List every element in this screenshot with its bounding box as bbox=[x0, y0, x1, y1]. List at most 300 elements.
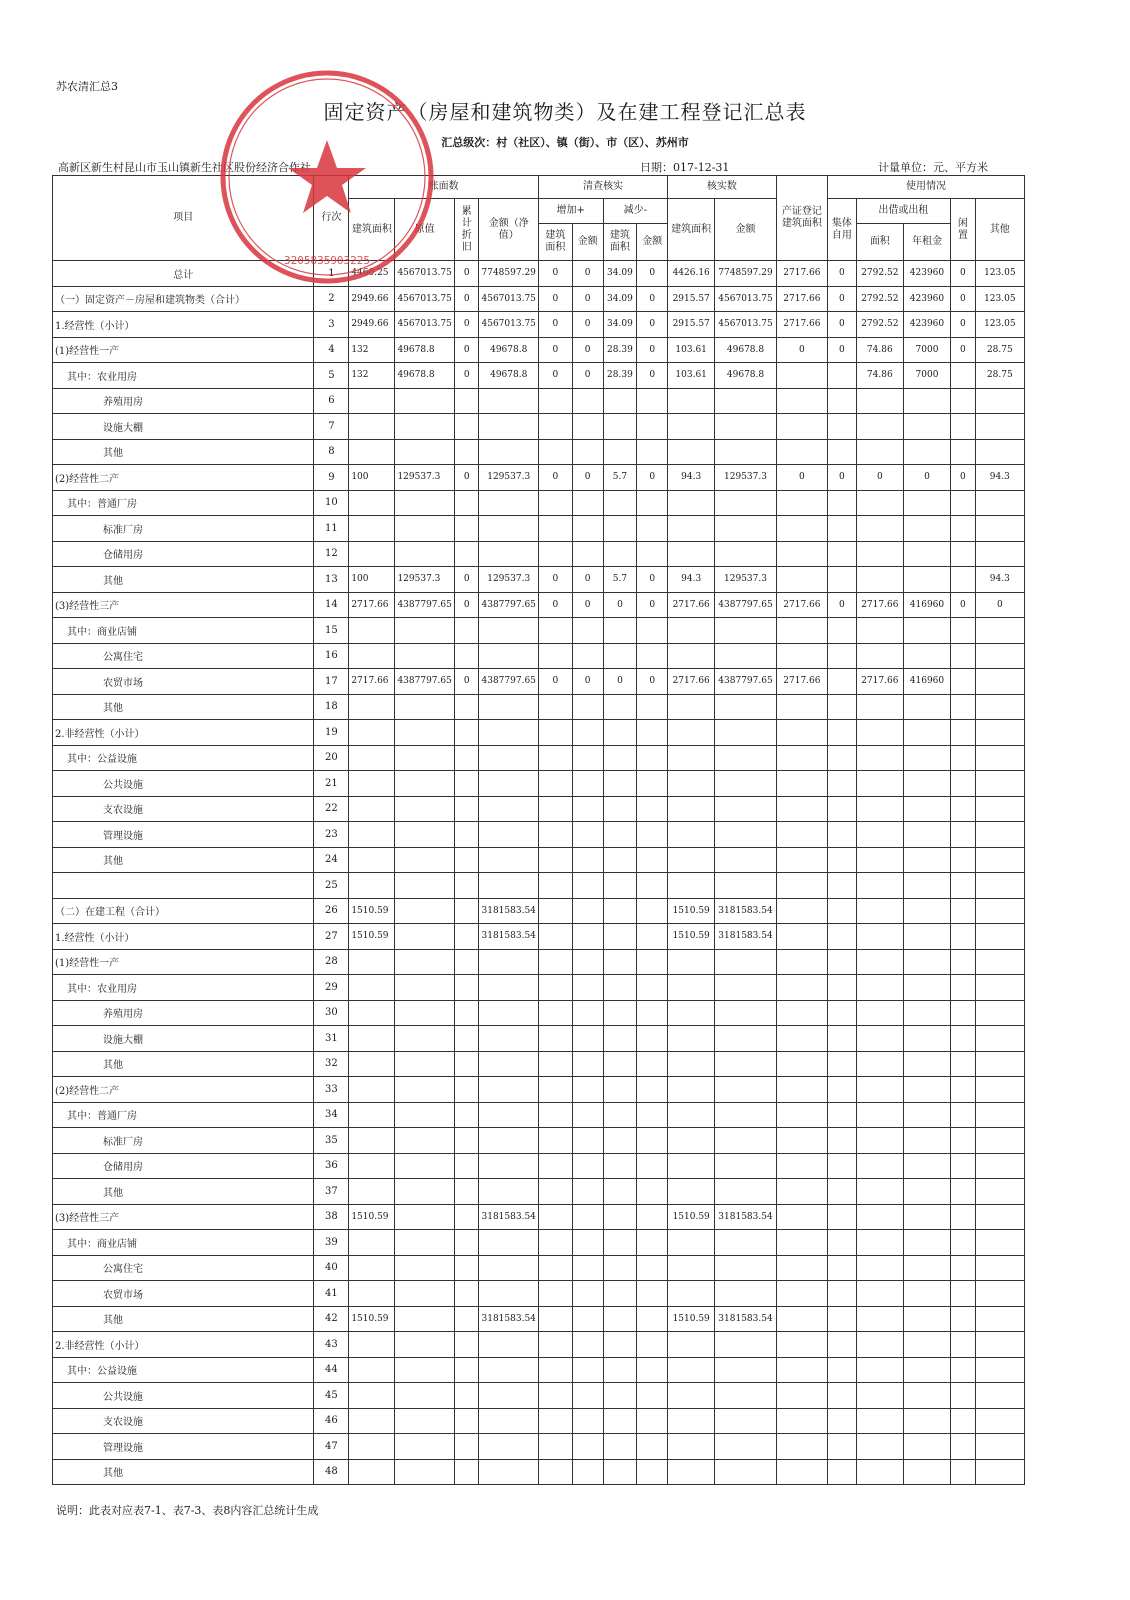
table-cell bbox=[395, 898, 454, 924]
row-label: 2.非经营性（小计） bbox=[53, 1332, 314, 1358]
table-cell bbox=[395, 1255, 454, 1281]
table-cell: 0 bbox=[951, 465, 976, 491]
table-cell bbox=[776, 822, 827, 848]
table-cell bbox=[951, 873, 976, 899]
table-cell bbox=[454, 1000, 479, 1026]
table-cell bbox=[603, 822, 637, 848]
table-cell: 100 bbox=[349, 465, 395, 491]
table-cell bbox=[903, 1000, 950, 1026]
table-cell bbox=[572, 771, 603, 797]
row-number: 21 bbox=[314, 771, 349, 797]
table-cell bbox=[603, 1000, 637, 1026]
table-cell bbox=[572, 1077, 603, 1103]
table-cell: 3181583.54 bbox=[479, 1204, 538, 1230]
row-label: 1.经营性（小计） bbox=[53, 924, 314, 950]
table-cell bbox=[856, 873, 903, 899]
table-cell: 423960 bbox=[903, 286, 950, 312]
table-cell: 129537.3 bbox=[715, 567, 777, 593]
table-cell bbox=[668, 873, 715, 899]
table-cell bbox=[828, 363, 857, 389]
table-cell: 49678.8 bbox=[395, 337, 454, 363]
table-cell bbox=[776, 1179, 827, 1205]
table-cell bbox=[856, 975, 903, 1001]
row-label: 其他 bbox=[53, 1459, 314, 1485]
table-cell bbox=[856, 1434, 903, 1460]
table-cell bbox=[349, 439, 395, 465]
table-cell bbox=[828, 694, 857, 720]
row-number: 22 bbox=[314, 796, 349, 822]
row-label: 管理设施 bbox=[53, 822, 314, 848]
table-cell bbox=[668, 1179, 715, 1205]
table-cell bbox=[903, 414, 950, 440]
table-cell: 4567013.75 bbox=[395, 261, 454, 287]
table-cell bbox=[715, 822, 777, 848]
table-row bbox=[53, 975, 1025, 1001]
table-cell bbox=[479, 1281, 538, 1307]
table-cell bbox=[454, 1383, 479, 1409]
row-number: 13 bbox=[314, 567, 349, 593]
table-cell bbox=[349, 975, 395, 1001]
table-cell bbox=[538, 643, 572, 669]
row-label: 其中：公益设施 bbox=[53, 745, 314, 771]
table-cell bbox=[828, 388, 857, 414]
table-cell bbox=[572, 924, 603, 950]
table-cell bbox=[715, 1051, 777, 1077]
table-cell bbox=[828, 873, 857, 899]
table-cell bbox=[975, 694, 1024, 720]
table-cell bbox=[479, 1051, 538, 1077]
table-cell: 3181583.54 bbox=[715, 898, 777, 924]
table-row bbox=[53, 847, 1025, 873]
table-cell bbox=[715, 1332, 777, 1358]
table-cell bbox=[856, 1000, 903, 1026]
table-cell bbox=[715, 490, 777, 516]
row-number: 18 bbox=[314, 694, 349, 720]
table-row bbox=[53, 822, 1025, 848]
row-number: 30 bbox=[314, 1000, 349, 1026]
table-cell bbox=[637, 1077, 668, 1103]
table-cell bbox=[572, 975, 603, 1001]
table-cell bbox=[637, 1000, 668, 1026]
table-row bbox=[53, 1077, 1025, 1103]
table-cell bbox=[951, 745, 976, 771]
row-number: 15 bbox=[314, 618, 349, 644]
table-cell bbox=[776, 1434, 827, 1460]
table-cell bbox=[856, 1459, 903, 1485]
table-cell bbox=[637, 1306, 668, 1332]
table-row bbox=[53, 1204, 1025, 1230]
table-row bbox=[53, 337, 1025, 363]
table-cell bbox=[828, 796, 857, 822]
table-cell bbox=[975, 975, 1024, 1001]
table-cell bbox=[395, 796, 454, 822]
table-cell bbox=[538, 1102, 572, 1128]
table-cell bbox=[776, 1051, 827, 1077]
row-number: 7 bbox=[314, 414, 349, 440]
table-cell bbox=[603, 975, 637, 1001]
table-cell bbox=[856, 1051, 903, 1077]
table-cell bbox=[395, 694, 454, 720]
table-cell: 0 bbox=[637, 592, 668, 618]
table-row bbox=[53, 414, 1025, 440]
table-row bbox=[53, 1051, 1025, 1077]
table-cell bbox=[637, 975, 668, 1001]
row-number: 48 bbox=[314, 1459, 349, 1485]
table-cell bbox=[776, 1230, 827, 1256]
table-cell: 49678.8 bbox=[479, 363, 538, 389]
table-cell bbox=[975, 1306, 1024, 1332]
table-cell bbox=[603, 1026, 637, 1052]
table-cell bbox=[668, 1230, 715, 1256]
row-label: 其中：商业店铺 bbox=[53, 1230, 314, 1256]
table-cell: 7000 bbox=[903, 337, 950, 363]
table-cell bbox=[975, 847, 1024, 873]
row-number: 36 bbox=[314, 1153, 349, 1179]
table-cell bbox=[538, 1179, 572, 1205]
table-cell bbox=[975, 822, 1024, 848]
table-cell bbox=[454, 414, 479, 440]
row-label: 其中：普通厂房 bbox=[53, 1102, 314, 1128]
table-cell bbox=[903, 1332, 950, 1358]
table-cell bbox=[975, 924, 1024, 950]
table-cell bbox=[572, 490, 603, 516]
table-cell bbox=[603, 796, 637, 822]
table-cell: 0 bbox=[637, 669, 668, 695]
table-cell: 49678.8 bbox=[479, 337, 538, 363]
table-cell bbox=[668, 1026, 715, 1052]
table-cell bbox=[603, 1434, 637, 1460]
table-cell: 34.09 bbox=[603, 286, 637, 312]
header-idle: 闲置 bbox=[951, 199, 976, 261]
table-cell bbox=[538, 388, 572, 414]
table-row bbox=[53, 592, 1025, 618]
table-cell bbox=[637, 1255, 668, 1281]
table-cell bbox=[975, 541, 1024, 567]
table-cell bbox=[572, 847, 603, 873]
row-number: 32 bbox=[314, 1051, 349, 1077]
table-cell bbox=[776, 1383, 827, 1409]
table-cell bbox=[856, 439, 903, 465]
table-cell bbox=[603, 1383, 637, 1409]
table-row bbox=[53, 873, 1025, 899]
table-row bbox=[53, 541, 1025, 567]
table-cell bbox=[479, 1357, 538, 1383]
row-number: 26 bbox=[314, 898, 349, 924]
table-row bbox=[53, 363, 1025, 389]
row-number: 4 bbox=[314, 337, 349, 363]
table-cell: 0 bbox=[454, 592, 479, 618]
table-cell bbox=[715, 1128, 777, 1154]
table-cell: 0 bbox=[572, 567, 603, 593]
table-cell: 4387797.65 bbox=[395, 669, 454, 695]
table-cell bbox=[538, 1077, 572, 1103]
form-code: 苏农清汇总3 bbox=[56, 80, 118, 93]
table-cell bbox=[668, 694, 715, 720]
row-label: (3)经营性三产 bbox=[53, 592, 314, 618]
table-cell bbox=[951, 567, 976, 593]
table-cell bbox=[903, 771, 950, 797]
row-number: 38 bbox=[314, 1204, 349, 1230]
table-cell bbox=[975, 1434, 1024, 1460]
table-cell bbox=[603, 924, 637, 950]
table-cell bbox=[903, 618, 950, 644]
table-cell bbox=[776, 516, 827, 542]
table-cell: 94.3 bbox=[668, 465, 715, 491]
table-cell bbox=[828, 975, 857, 1001]
table-cell: 49678.8 bbox=[715, 363, 777, 389]
row-number: 33 bbox=[314, 1077, 349, 1103]
table-cell bbox=[951, 898, 976, 924]
table-cell bbox=[454, 1408, 479, 1434]
table-cell bbox=[603, 1051, 637, 1077]
table-cell: 416960 bbox=[903, 669, 950, 695]
table-cell: 1510.59 bbox=[668, 1306, 715, 1332]
table-cell bbox=[349, 1051, 395, 1077]
table-cell bbox=[856, 771, 903, 797]
table-cell bbox=[856, 1230, 903, 1256]
table-cell: 2717.66 bbox=[856, 669, 903, 695]
table-cell: 103.61 bbox=[668, 337, 715, 363]
table-cell bbox=[538, 1000, 572, 1026]
table-cell: 49678.8 bbox=[715, 337, 777, 363]
table-cell: 0 bbox=[538, 261, 572, 287]
table-cell bbox=[454, 1179, 479, 1205]
table-cell bbox=[856, 1357, 903, 1383]
table-cell bbox=[828, 1357, 857, 1383]
table-row bbox=[53, 1306, 1025, 1332]
row-number: 17 bbox=[314, 669, 349, 695]
table-cell bbox=[975, 1077, 1024, 1103]
table-cell: 34.09 bbox=[603, 261, 637, 287]
table-cell bbox=[715, 643, 777, 669]
table-cell: 7748597.29 bbox=[479, 261, 538, 287]
row-number: 35 bbox=[314, 1128, 349, 1154]
table-cell bbox=[349, 1459, 395, 1485]
table-cell bbox=[603, 771, 637, 797]
table-cell bbox=[572, 1306, 603, 1332]
table-cell: 1510.59 bbox=[349, 898, 395, 924]
table-cell bbox=[395, 1357, 454, 1383]
table-cell bbox=[479, 541, 538, 567]
table-cell bbox=[479, 490, 538, 516]
table-cell bbox=[903, 822, 950, 848]
table-row bbox=[53, 669, 1025, 695]
table-cell: 0 bbox=[637, 337, 668, 363]
table-cell: 0 bbox=[538, 312, 572, 338]
table-cell bbox=[776, 745, 827, 771]
table-cell: 0 bbox=[828, 261, 857, 287]
row-label: (3)经营性三产 bbox=[53, 1204, 314, 1230]
table-cell bbox=[538, 1255, 572, 1281]
table-cell bbox=[951, 541, 976, 567]
table-cell bbox=[349, 847, 395, 873]
table-cell bbox=[395, 439, 454, 465]
table-cell bbox=[776, 924, 827, 950]
row-label: 仓储用房 bbox=[53, 541, 314, 567]
row-label: 管理设施 bbox=[53, 1434, 314, 1460]
table-cell bbox=[975, 1230, 1024, 1256]
header-rent: 出借或出租 bbox=[856, 199, 950, 224]
table-cell bbox=[951, 1306, 976, 1332]
table-cell bbox=[668, 1383, 715, 1409]
table-cell bbox=[715, 1408, 777, 1434]
table-cell bbox=[572, 1153, 603, 1179]
table-cell: 3181583.54 bbox=[479, 1306, 538, 1332]
table-cell bbox=[395, 541, 454, 567]
table-cell bbox=[828, 745, 857, 771]
table-row bbox=[53, 949, 1025, 975]
table-cell bbox=[776, 1459, 827, 1485]
table-cell bbox=[903, 567, 950, 593]
table-cell bbox=[951, 1153, 976, 1179]
table-cell: 0 bbox=[856, 465, 903, 491]
table-cell bbox=[479, 414, 538, 440]
table-cell: 129537.3 bbox=[395, 465, 454, 491]
table-cell bbox=[349, 1255, 395, 1281]
table-cell bbox=[572, 439, 603, 465]
table-cell bbox=[903, 439, 950, 465]
table-cell bbox=[395, 1459, 454, 1485]
table-cell bbox=[828, 1230, 857, 1256]
table-cell bbox=[479, 1332, 538, 1358]
table-cell bbox=[538, 414, 572, 440]
table-cell bbox=[715, 388, 777, 414]
table-cell bbox=[828, 1102, 857, 1128]
table-cell bbox=[538, 1332, 572, 1358]
row-label: 其中：普通厂房 bbox=[53, 490, 314, 516]
table-cell bbox=[395, 873, 454, 899]
table-cell bbox=[776, 567, 827, 593]
table-cell: 0 bbox=[538, 669, 572, 695]
row-label: 支农设施 bbox=[53, 1408, 314, 1434]
table-cell bbox=[903, 388, 950, 414]
table-cell bbox=[637, 745, 668, 771]
table-cell bbox=[776, 1204, 827, 1230]
header-book-area: 建筑面积 bbox=[349, 199, 395, 261]
table-cell bbox=[349, 1357, 395, 1383]
table-cell bbox=[572, 1357, 603, 1383]
table-cell bbox=[454, 541, 479, 567]
table-cell bbox=[349, 1230, 395, 1256]
table-row bbox=[53, 439, 1025, 465]
table-cell: 2717.66 bbox=[776, 261, 827, 287]
row-number: 43 bbox=[314, 1332, 349, 1358]
table-cell bbox=[538, 694, 572, 720]
table-row bbox=[53, 490, 1025, 516]
table-cell bbox=[668, 1459, 715, 1485]
table-cell bbox=[776, 1408, 827, 1434]
table-cell bbox=[538, 847, 572, 873]
table-cell bbox=[975, 1128, 1024, 1154]
table-cell bbox=[776, 643, 827, 669]
table-cell: 0 bbox=[637, 286, 668, 312]
table-cell bbox=[715, 1281, 777, 1307]
table-cell: 4567013.75 bbox=[715, 312, 777, 338]
table-cell bbox=[951, 1102, 976, 1128]
table-cell bbox=[975, 1000, 1024, 1026]
table-cell bbox=[395, 1128, 454, 1154]
table-cell bbox=[828, 567, 857, 593]
table-cell: 2717.66 bbox=[668, 669, 715, 695]
table-cell: 94.3 bbox=[975, 465, 1024, 491]
table-cell bbox=[828, 1281, 857, 1307]
table-cell bbox=[715, 745, 777, 771]
table-cell bbox=[572, 1204, 603, 1230]
table-cell bbox=[479, 745, 538, 771]
table-cell bbox=[572, 388, 603, 414]
table-cell bbox=[572, 643, 603, 669]
table-cell bbox=[951, 847, 976, 873]
table-cell bbox=[603, 1102, 637, 1128]
table-cell bbox=[572, 822, 603, 848]
table-cell bbox=[856, 1153, 903, 1179]
table-cell: 0 bbox=[572, 312, 603, 338]
table-cell bbox=[349, 796, 395, 822]
table-cell bbox=[603, 1153, 637, 1179]
table-cell bbox=[538, 796, 572, 822]
table-cell bbox=[454, 1281, 479, 1307]
table-cell bbox=[454, 1306, 479, 1332]
table-cell: 0 bbox=[828, 337, 857, 363]
table-cell bbox=[454, 618, 479, 644]
table-row bbox=[53, 1102, 1025, 1128]
table-cell bbox=[776, 1026, 827, 1052]
table-cell bbox=[572, 1026, 603, 1052]
table-cell: 423960 bbox=[903, 312, 950, 338]
table-cell bbox=[395, 1281, 454, 1307]
table-row bbox=[53, 924, 1025, 950]
table-cell bbox=[395, 1153, 454, 1179]
table-cell: 0 bbox=[454, 363, 479, 389]
table-cell bbox=[975, 1281, 1024, 1307]
table-cell bbox=[951, 822, 976, 848]
table-cell: 103.61 bbox=[668, 363, 715, 389]
table-cell bbox=[903, 1357, 950, 1383]
table-cell bbox=[828, 1077, 857, 1103]
table-cell: 0 bbox=[637, 567, 668, 593]
header-rent-area: 面积 bbox=[856, 224, 903, 261]
table-cell bbox=[479, 1383, 538, 1409]
page-title: 固定资产（房屋和建筑物类）及在建工程登记汇总表 bbox=[323, 100, 807, 124]
table-cell bbox=[572, 1000, 603, 1026]
table-cell bbox=[856, 1102, 903, 1128]
table-cell bbox=[856, 898, 903, 924]
row-number: 29 bbox=[314, 975, 349, 1001]
table-cell bbox=[951, 1255, 976, 1281]
table-cell: 28.75 bbox=[975, 363, 1024, 389]
table-cell bbox=[603, 1179, 637, 1205]
table-cell bbox=[715, 414, 777, 440]
table-cell bbox=[349, 822, 395, 848]
table-cell bbox=[951, 414, 976, 440]
table-cell bbox=[538, 720, 572, 746]
table-cell: 123.05 bbox=[975, 286, 1024, 312]
table-cell bbox=[776, 720, 827, 746]
table-cell bbox=[856, 949, 903, 975]
table-cell bbox=[479, 771, 538, 797]
table-cell bbox=[349, 694, 395, 720]
table-row bbox=[53, 1179, 1025, 1205]
table-cell bbox=[603, 1408, 637, 1434]
table-cell: 123.05 bbox=[975, 261, 1024, 287]
table-cell bbox=[572, 1408, 603, 1434]
row-number: 37 bbox=[314, 1179, 349, 1205]
table-cell bbox=[776, 618, 827, 644]
table-cell bbox=[572, 1102, 603, 1128]
header-item: 项目 bbox=[53, 176, 314, 261]
table-cell bbox=[776, 975, 827, 1001]
table-cell bbox=[349, 490, 395, 516]
